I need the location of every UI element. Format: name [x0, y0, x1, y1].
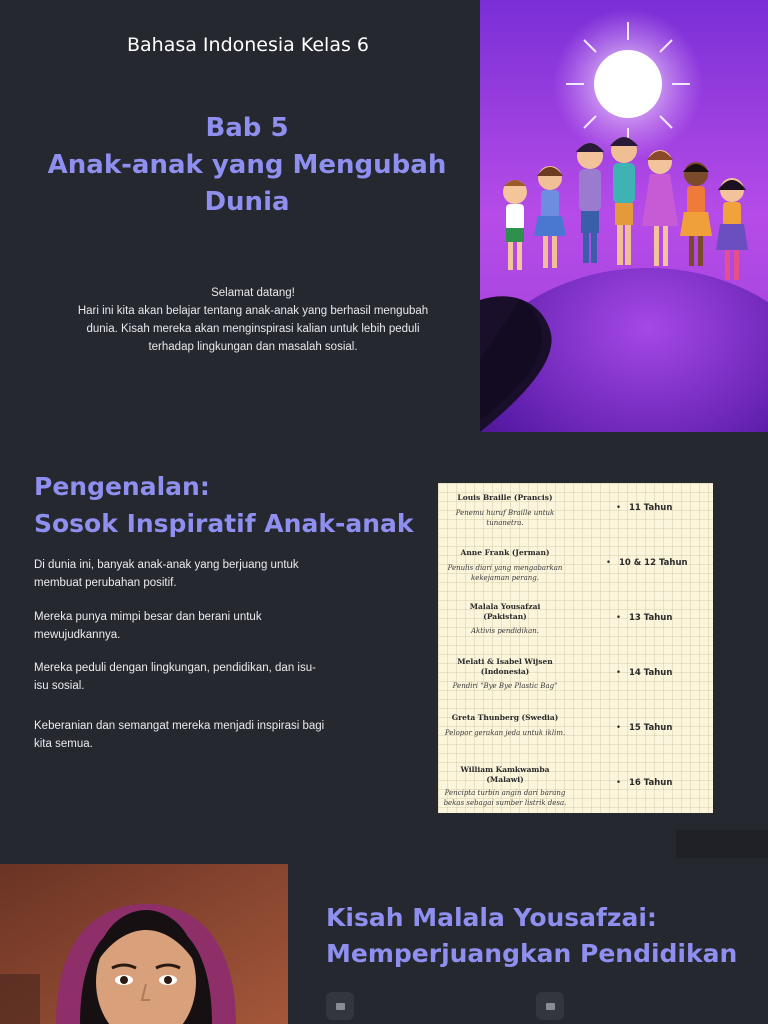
welcome-greeting: Selamat datang! — [211, 287, 295, 299]
timeline-age: • 13 Tahun — [616, 613, 713, 623]
paragraph-line: membuat perubahan positif. — [34, 577, 177, 589]
children-on-globe-illustration — [480, 0, 768, 432]
welcome-line: dunia. Kisah mereka akan menginspirasi kalian untuk lebih peduli — [86, 323, 420, 335]
timeline-name: Anne Frank (Jerman) — [460, 548, 550, 557]
timeline-name — [442, 602, 568, 622]
intro-paragraph — [34, 608, 364, 644]
name-line: (Indonesia) — [480, 667, 530, 676]
intro-title — [34, 468, 414, 542]
intro-title-line: Pengenalan: — [34, 472, 210, 501]
decorative-block — [676, 830, 768, 858]
name-line: (Pakistan) — [483, 612, 527, 621]
intro-paragraph — [34, 659, 364, 695]
paragraph-line: Mereka punya mimpi besar dan berani untuk — [34, 611, 262, 623]
paragraph-line: kita semua. — [34, 738, 93, 750]
desc-line: bekas sebagai sumber listrik desa. — [443, 799, 567, 807]
inspiring-children-timeline — [438, 483, 713, 813]
desc-line: kekejaman perang. — [470, 574, 539, 582]
timeline-row — [438, 538, 713, 593]
paragraph-line: Mereka peduli dengan lingkungan, pendidikan, dan isu- — [34, 662, 316, 674]
timeline-age: • 15 Tahun — [616, 723, 713, 733]
timeline-age: • 16 Tahun — [616, 778, 713, 788]
timeline-desc — [440, 508, 570, 528]
timeline-desc: Pelopor gerakan jeda untuk iklim. — [444, 729, 566, 737]
desc-line: Penulis diari yang mengabarkan — [447, 564, 563, 572]
timeline-name: Greta Thunberg (Swedia) — [451, 713, 559, 722]
timeline-row — [438, 703, 713, 758]
introduction-section — [0, 432, 768, 864]
chapter-line: Bab 5 — [205, 113, 289, 143]
image-icon — [536, 992, 564, 1020]
chapter-line: Dunia — [204, 187, 290, 217]
paragraph-line: isu sosial. — [34, 680, 85, 692]
timeline-desc: Aktivis pendidikan. — [470, 627, 540, 635]
name-line: Melati & Isabel Wijsen — [457, 657, 553, 666]
paragraph-line: Keberanian dan semangat mereka menjadi inspirasi bagi — [34, 720, 325, 732]
chapter-line: Anak-anak yang Mengubah — [47, 150, 447, 180]
welcome-line: terhadap lingkungan dan masalah sosial. — [148, 341, 358, 353]
malala-title — [326, 900, 746, 972]
timeline-desc — [440, 788, 570, 808]
timeline-name — [442, 765, 568, 785]
intro-paragraph — [34, 556, 364, 592]
paragraph-line: Di dunia ini, banyak anak-anak yang berjuang untuk — [34, 559, 299, 571]
name-line: (Malawi) — [486, 775, 524, 784]
welcome-text — [50, 284, 456, 356]
timeline-age: • 14 Tahun — [616, 668, 713, 678]
malala-title-line: Memperjuangkan Pendidikan — [326, 939, 738, 968]
malala-section — [0, 864, 768, 1024]
malala-title-line: Kisah Malala Yousafzai: — [326, 903, 657, 932]
malala-portrait — [0, 864, 288, 1024]
timeline-desc: Pendiri "Bye Bye Plastic Bag" — [452, 682, 558, 690]
desc-line: Penemu huruf Braille untuk — [455, 509, 555, 517]
welcome-line: Hari ini kita akan belajar tentang anak-anak yang berhasil mengubah — [77, 305, 429, 317]
title-section — [0, 0, 768, 432]
timeline-row — [438, 483, 713, 538]
timeline-row — [438, 758, 713, 813]
intro-paragraph — [34, 717, 364, 753]
chapter-title — [40, 110, 454, 221]
timeline-name — [442, 657, 568, 677]
timeline-name: Louis Braille (Prancis) — [457, 493, 553, 502]
paragraph-line: mewujudkannya. — [34, 629, 121, 641]
name-line: William Kamkwamba — [460, 765, 550, 774]
course-title: Bahasa Indonesia Kelas 6 — [126, 34, 370, 56]
desc-line: Pencipta turbin angin dari barang — [444, 789, 566, 797]
timeline-age: • 10 & 12 Tahun — [606, 558, 703, 568]
timeline-age: • 11 Tahun — [616, 503, 713, 513]
timeline-row — [438, 648, 713, 703]
desc-line: tunanetra. — [486, 519, 524, 527]
image-icon — [326, 992, 354, 1020]
timeline-row — [438, 593, 713, 648]
name-line: Malala Yousafzai — [469, 602, 541, 611]
timeline-desc — [440, 563, 570, 583]
intro-title-line: Sosok Inspiratif Anak-anak — [34, 509, 414, 538]
